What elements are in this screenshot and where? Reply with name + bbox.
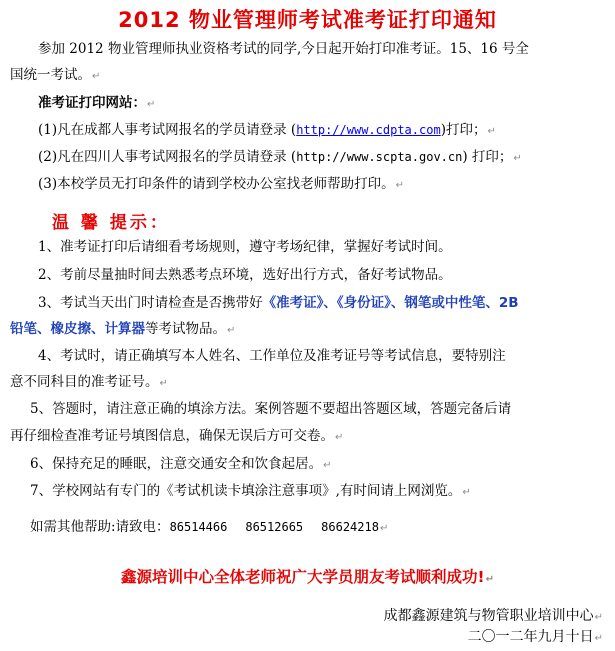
tip-5-line-b — [10, 427, 343, 447]
paragraph-mark: ↵ — [323, 460, 332, 471]
tips-heading: 温 馨 提示： — [52, 213, 170, 233]
wish-banner — [0, 565, 615, 587]
tip-1-line — [38, 238, 452, 256]
site-line-1 — [38, 121, 496, 141]
tip-4-b: 意不同科目的准考证号。 — [10, 374, 159, 390]
tip-4-line-b — [10, 373, 168, 393]
paragraph-mark: ↵ — [335, 432, 344, 443]
site-3-text: (3)本校学员无打印条件的请到学校办公室找老师帮助打印。 — [38, 176, 395, 192]
site-1-after: )打印； — [440, 122, 487, 138]
signature-org — [384, 605, 603, 625]
tip-3-line-a — [38, 294, 519, 312]
tip-5-b: 再仔细检查准考证号填图信息，确保无误后方可交卷。 — [10, 428, 334, 444]
paragraph-mark: ↵ — [395, 180, 405, 191]
tip-3-prefix: 3、考试当天出门时请检查是否携带好 — [38, 295, 263, 311]
tip-3-suffix: 等考试物品。 — [145, 321, 226, 337]
tip-3-items-b: 铅笔、橡皮擦、计算器 — [10, 321, 145, 337]
wish-text: 鑫源培训中心全体老师祝广大学员朋友考试顺利成功! — [121, 568, 485, 586]
tip-4-a: 4、考试时，请正确填写本人姓名、工作单位及准考证号等考试信息，要特别注 — [38, 348, 506, 364]
tip-2-line — [38, 266, 452, 284]
tip-6: 6、保持充足的睡眠，注意交通安全和饮食起居。 — [30, 456, 323, 472]
paragraph-mark: ↵ — [147, 99, 156, 110]
help-label: 如需其他帮助:请致电： — [30, 519, 170, 535]
paragraph-mark: ↵ — [379, 523, 389, 534]
intro-text-2: 国统一考试。 — [10, 67, 91, 83]
tip-1: 1、准考证打印后请细看考场规则，遵守考场纪律，掌握好考试时间。 — [38, 239, 452, 255]
tip-2: 2、考前尽量抽时间去熟悉考点环境，选好出行方式，备好考试物品。 — [38, 267, 452, 283]
scpta-url: http://www.scpta.gov.cn — [296, 150, 463, 164]
tip-3-line-b — [10, 320, 235, 340]
date-text: 二〇一二年九月十日 — [467, 629, 594, 645]
site-heading: 准考证打印网站： — [38, 95, 146, 111]
intro-line-1 — [38, 40, 529, 58]
paragraph-mark: ↵ — [227, 325, 236, 336]
paragraph-mark: ↵ — [159, 378, 168, 389]
org-name: 成都鑫源建筑与物管职业培训中心 — [383, 608, 594, 624]
site-line-3 — [38, 175, 404, 195]
tip-7: 7、学校网站有专门的《考试机读卡填涂注意事项》,有时间请上网浏览。 — [30, 483, 462, 499]
paragraph-mark: ↵ — [462, 487, 471, 498]
tip-7-line — [30, 482, 471, 502]
paragraph-mark: ↵ — [92, 71, 101, 82]
tip-3-items-a: 《准考证》、《身份证》、钢笔或中性笔、2B — [262, 295, 519, 311]
phone-1: 86514466 — [169, 520, 228, 534]
site-2-before: (2)凡在四川人事考试网报名的学员请登录 ( — [38, 149, 297, 165]
intro-line-2 — [10, 66, 100, 86]
signature-date — [468, 626, 603, 646]
site-heading-line — [38, 94, 155, 114]
site-2-after: ) 打印； — [462, 149, 513, 165]
paragraph-mark: ↵ — [513, 153, 522, 164]
tip-6-line — [30, 455, 331, 475]
tip-4-line-a — [38, 347, 506, 365]
phone-2: 86512665 — [245, 520, 304, 534]
intro-text-1: 参加 2012 物业管理师执业资格考试的同学,今日起开始打印准考证。15、16 号全 — [38, 41, 529, 57]
site-line-2 — [38, 148, 522, 168]
paragraph-mark: ↵ — [485, 574, 494, 585]
paragraph-mark: ↵ — [594, 633, 603, 644]
cdpta-link[interactable]: http://www.cdpta.com — [296, 123, 441, 137]
notice-title: 2012 物业管理师考试准考证打印通知 — [118, 8, 497, 32]
tip-5-a: 5、答题时，请注意正确的填涂方法。案例答题不要超出答题区域，答题完备后请 — [30, 401, 512, 417]
phone-3: 86624218 — [321, 520, 379, 534]
tip-5-line-a — [30, 400, 511, 418]
paragraph-mark: ↵ — [487, 126, 496, 137]
site-1-before: (1)凡在成都人事考试网报名的学员请登录 ( — [38, 122, 297, 138]
paragraph-mark: ↵ — [594, 612, 603, 623]
help-line — [30, 518, 388, 538]
